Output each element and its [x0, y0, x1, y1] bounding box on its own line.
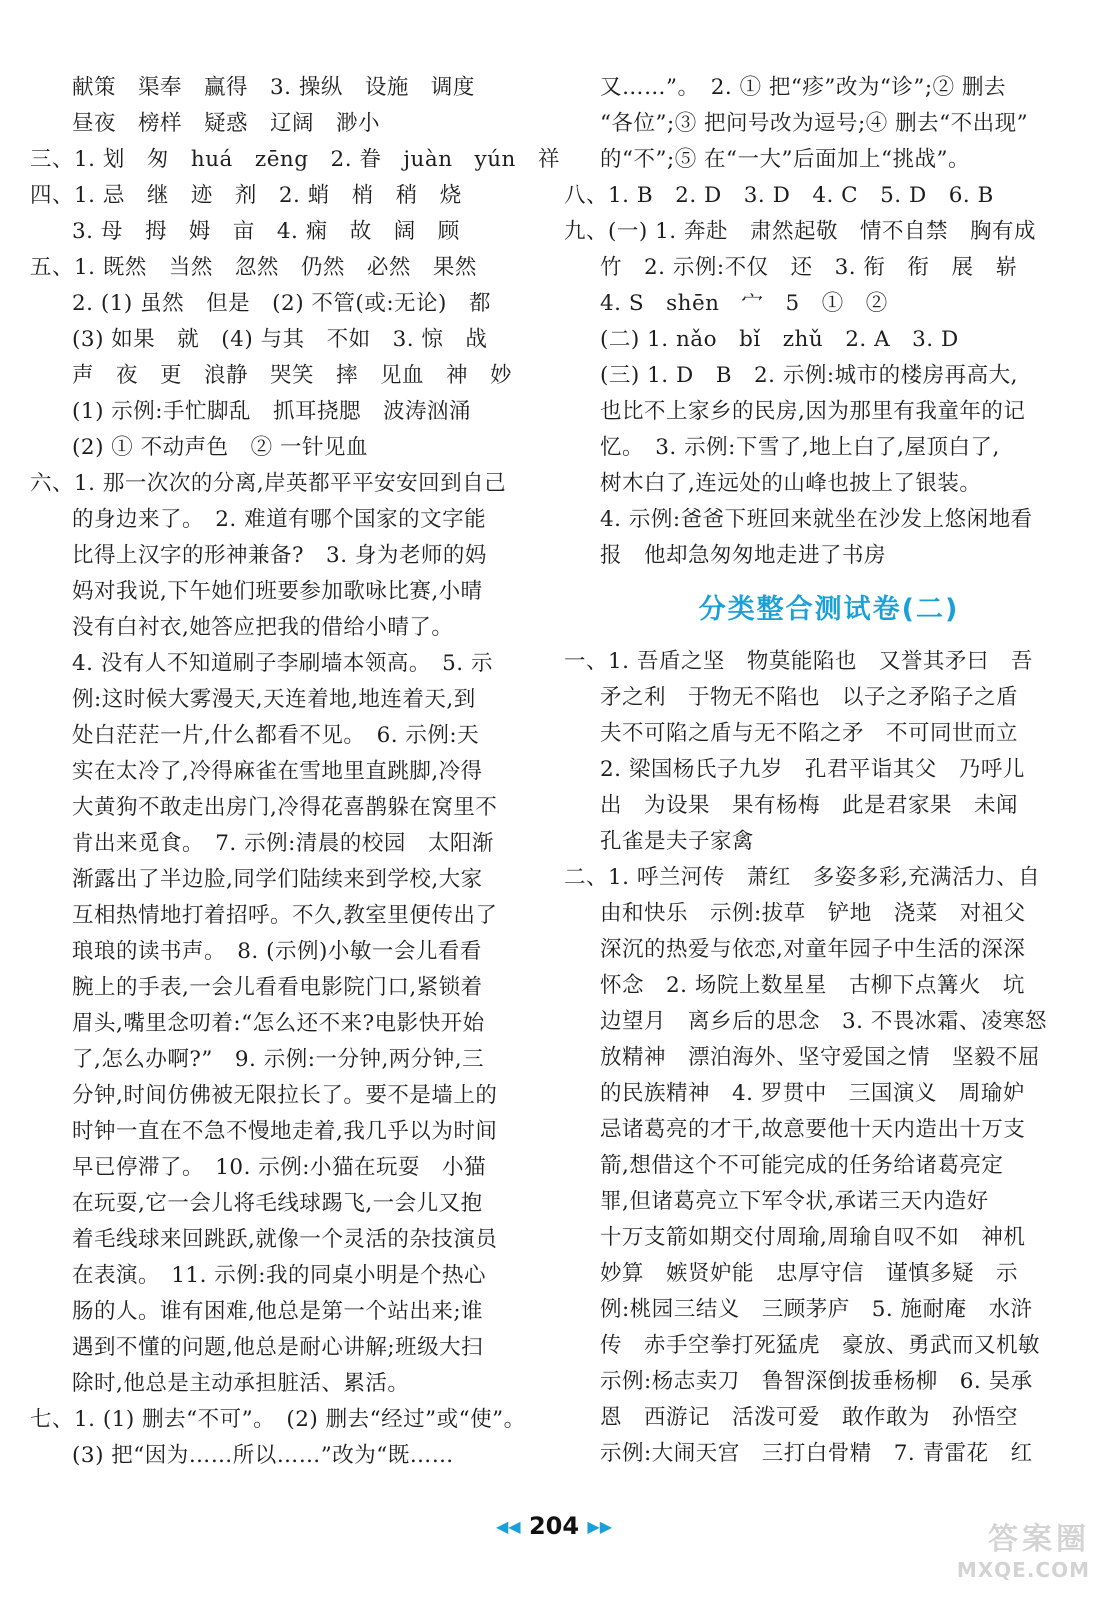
text-line: 4. 没有人不知道刷子李刷墙本领高。 5. 示	[72, 651, 493, 676]
text-line: 例:桃园三结义 三顾茅庐 5. 施耐庵 水浒	[600, 1297, 1033, 1322]
text-line: 报 他却急匆匆地走进了书房	[600, 543, 887, 568]
text-line: 遇到不懂的问题,他总是耐心讲解;班级大扫	[72, 1335, 484, 1360]
text-line: 的“不”;⑤ 在“一大”后面加上“挑战”。	[600, 147, 971, 172]
text-line: 箭,想借这个不可能完成的任务给诸葛亮定	[600, 1153, 1004, 1178]
text-line: 处白茫茫一片,什么都看不见。 6. 示例:天	[72, 723, 480, 748]
section-title: 分类整合测试卷(二)	[698, 594, 960, 625]
text-line: 的身边来了。 2. 难道有哪个国家的文字能	[72, 507, 487, 532]
text-line: 示例:大闹天宫 三打白骨精 7. 青雷花 红	[600, 1441, 1033, 1466]
right-column	[564, 70, 1094, 1472]
text-line: 在表演。 11. 示例:我的同桌小明是个热心	[72, 1263, 487, 1288]
text-line: 大黄狗不敢走出房门,冷得花喜鹊躲在窝里不	[72, 795, 498, 820]
text-line: 3. 母 拇 姆 亩 4. 痫 故 阔 顾	[72, 219, 460, 244]
text-line: 2. 梁国杨氏子九岁 孔君平诣其父 乃呼儿	[600, 757, 1025, 782]
text-line: 示例:杨志卖刀 鲁智深倒拔垂杨柳 6. 吴承	[600, 1369, 1033, 1394]
text-line: 三、1. 划 匆 huá zēng 2. 眷 juàn yún 祥	[30, 147, 560, 172]
text-line: 早已停滞了。 10. 示例:小猫在玩耍 小猫	[72, 1155, 487, 1180]
text-line: 2. (1) 虽然 但是 (2) 不管(或:无论) 都	[72, 291, 491, 316]
text-line: 琅琅的读书声。 8. (示例)小敏一会儿看看	[72, 939, 482, 964]
text-line: 忆。 3. 示例:下雪了,地上白了,屋顶白了,	[600, 435, 1000, 460]
text-line: 着毛线球来回跳跃,就像一个灵活的杂技演员	[72, 1227, 498, 1252]
text-line: 一、1. 吾盾之坚 物莫能陷也 又誉其矛曰 吾	[564, 649, 1033, 674]
text-line: 献策 渠奉 赢得 3. 操纵 设施 调度	[72, 75, 475, 100]
text-line: 六、1. 那一次次的分离,岸英都平平安安回到自己	[30, 471, 507, 496]
text-line: 孔雀是夫子家禽	[600, 829, 755, 854]
text-line: 时钟一直在不急不慢地走着,我几乎以为时间	[72, 1119, 498, 1144]
text-line: (三) 1. D B 2. 示例:城市的楼房再高大,	[600, 363, 1018, 388]
text-line: 比得上汉字的形神兼备? 3. 身为老师的妈	[72, 543, 487, 568]
page-number: 204	[528, 1512, 580, 1540]
text-line: 恩 西游记 活泼可爱 敢作敢为 孙悟空	[600, 1405, 1019, 1430]
text-line: 实在太冷了,冷得麻雀在雪地里直跳脚,冷得	[72, 759, 483, 784]
text-line: 五、1. 既然 当然 忽然 仍然 必然 果然	[30, 255, 477, 280]
text-line: (1) 示例:手忙脚乱 抓耳挠腮 波涛汹涌	[72, 399, 472, 424]
text-line: 矛之利 于物无不陷也 以子之矛陷子之盾	[600, 685, 1019, 710]
text-line: 除时,他总是主动承担脏活、累活。	[72, 1371, 410, 1396]
text-line: 传 赤手空拳打死猛虎 豪放、勇武而又机敏	[600, 1333, 1041, 1358]
page-footer	[0, 1512, 1108, 1540]
text-line: 的民族精神 4. 罗贯中 三国演义 周瑜妒	[600, 1081, 1025, 1106]
text-line: (2) ① 不动声色 ② 一针见血	[72, 435, 368, 460]
text-line: 边望月 离乡后的思念 3. 不畏冰霜、凌寒怒	[600, 1009, 1047, 1034]
text-line: 二、1. 呼兰河传 萧红 多姿多彩,充满活力、自	[564, 865, 1041, 890]
text-line: 树木白了,连远处的山峰也披上了银装。	[600, 471, 982, 496]
text-line: 妈对我说,下午她们班要参加歌咏比赛,小晴	[72, 579, 483, 604]
text-line: 也比不上家乡的民房,因为那里有我童年的记	[600, 399, 1026, 424]
text-line: 例:这时候大雾漫天,天连着地,地连着天,到	[72, 687, 476, 712]
text-line: 腕上的手表,一会儿看看电影院门口,紧锁着	[72, 975, 483, 1000]
text-line: 昼夜 榜样 疑惑 辽阔 渺小	[72, 111, 381, 136]
text-line: 互相热情地打着招呼。不久,教室里便传出了	[72, 903, 498, 928]
text-line: 罪,但诸葛亮立下军令状,承诺三天内造好	[600, 1189, 989, 1214]
text-line: 由和快乐 示例:拔草 铲地 浇菜 对祖父	[600, 901, 1026, 926]
text-line: 忌诸葛亮的才干,故意要他十天内造出十万支	[600, 1117, 1026, 1142]
next-arrow-icon: ▶▶	[587, 1517, 613, 1536]
text-line: 四、1. 忌 继 迹 剂 2. 蛸 梢 稍 烧	[30, 183, 462, 208]
watermark-url: MXQE.COM	[956, 1558, 1090, 1582]
text-line: 了,怎么办啊?” 9. 示例:一分钟,两分钟,三	[72, 1047, 485, 1072]
text-line: 又……”。 2. ① 把“疹”改为“诊”;② 删去	[600, 75, 1006, 100]
text-line: “各位”;③ 把问号改为逗号;④ 删去“不出现”	[600, 111, 1029, 136]
prev-arrow-icon: ◀◀	[495, 1517, 521, 1536]
text-line: 眉头,嘴里念叨着:“怎么还不来?电影快开始	[72, 1011, 485, 1036]
text-line: 肠的人。谁有困难,他总是第一个站出来;谁	[72, 1299, 484, 1324]
text-line: 放精神 漂泊海外、坚守爱国之情 坚毅不屈	[600, 1045, 1041, 1070]
text-line: 妙算 嫉贤妒能 忠厚守信 谨慎多疑 示	[600, 1261, 1019, 1286]
text-line: 出 为设果 果有杨梅 此是君家果 未闻	[600, 793, 1019, 818]
text-line: 怀念 2. 场院上数星星 古柳下点篝火 坑	[600, 973, 1025, 998]
watermark-logo	[952, 1514, 1090, 1588]
text-line: 渐露出了半边脸,同学们陆续来到学校,大家	[72, 867, 483, 892]
text-line: 深沉的热爱与依恋,对童年园子中生活的深深	[600, 937, 1026, 962]
text-line: 分钟,时间仿佛被无限拉长了。要不是墙上的	[72, 1083, 498, 1108]
text-line: 没有白衬衣,她答应把我的借给小晴了。	[72, 615, 454, 640]
text-line: 4. S shēn 宀 5 ① ②	[600, 291, 888, 316]
text-line: 在玩耍,它一会儿将毛线球踢飞,一会儿又抱	[72, 1191, 483, 1216]
text-line: 十万支箭如期交付周瑜,周瑜自叹不如 神机	[600, 1225, 1026, 1250]
text-line: 声 夜 更 浪静 哭笑 摔 见血 神 妙	[72, 363, 513, 388]
text-line: 4. 示例:爸爸下班回来就坐在沙发上悠闲地看	[600, 507, 1033, 532]
text-line: (3) 如果 就 (4) 与其 不如 3. 惊 战	[72, 327, 488, 352]
watermark-title: 答案圈	[988, 1522, 1090, 1557]
text-line: (二) 1. nǎo bǐ zhǔ 2. A 3. D	[600, 327, 959, 352]
text-line: 竹 2. 示例:不仅 还 3. 衔 衔 展 崭	[600, 255, 1018, 280]
text-line: 八、1. B 2. D 3. D 4. C 5. D 6. B	[564, 183, 994, 208]
text-line: 夫不可陷之盾与无不陷之矛 不可同世而立	[600, 721, 1019, 746]
text-line: 九、(一) 1. 奔赴 肃然起敬 情不自禁 胸有成	[564, 219, 1036, 244]
text-line: 肯出来觅食。 7. 示例:清晨的校园 太阳渐	[72, 831, 494, 856]
left-column	[30, 70, 560, 1474]
text-line: (3) 把“因为……所以……”改为“既……	[72, 1443, 454, 1468]
text-line: 七、1. (1) 删去“不可”。 (2) 删去“经过”或“使”。	[30, 1407, 526, 1432]
